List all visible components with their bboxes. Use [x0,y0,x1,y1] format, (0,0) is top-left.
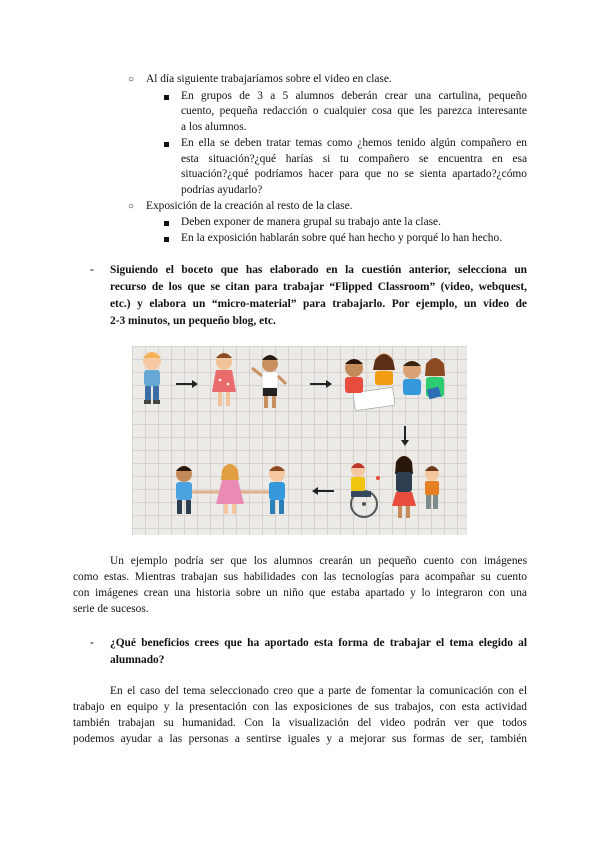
sub-item-line: podrías ayudarlo? [181,184,263,196]
arrow-left-icon [312,487,334,495]
square-bullet-icon [164,95,169,100]
paragraph-line: podemos ayudar a las personas a sentirse iguales y a mejorar sus formas de ser, también [73,733,527,745]
question-line: ¿Qué beneficios crees que ha aportado esta forma de trabajar el tema elegido al [110,637,527,649]
sub-item-line: situación?¿qué podríamos hacer para que no se sienta apartado?¿cómo [181,168,527,180]
square-bullet-icon [164,142,169,147]
arrow-right-icon [310,380,332,388]
paragraph-line: como estas. Mientras trabajan sus habilidades con las tecnologías para acompañar su cuento [73,571,527,583]
question-line: alumnado? [110,654,165,666]
paragraph-line: trabajo en equipo y la presentación con las exposiciones de sus trabajos, con esta actividad [73,701,527,713]
paragraph-line: Un ejemplo podría ser que los alumnos crearán un pequeño cuento con imágenes [110,555,527,567]
arrow-right-icon [176,380,198,388]
two-children-icon [212,353,286,408]
sub-item-line: a los alumnos. [181,121,247,133]
child-alone-icon [143,352,161,404]
circle-bullet-icon: ○ [128,74,135,85]
paragraph-line: serie de sucesos. [73,603,149,615]
arrow-down-icon [401,426,409,446]
illustration-figure [132,346,467,535]
list-item-2: Exposición de la creación al resto de la clase. [146,200,353,212]
sub-item-line: En ella se deben tratar temas como ¿hemos tenido algún compañero en [181,137,527,149]
sub-item-line: cuento, pequeña redacción o cualquier cosa que les parezca interesante [181,105,527,117]
paragraph-line: con imágenes crean una historia sobre un niño que estaba apartado y lo integraron con una [73,587,527,599]
sub-item-line: esta situación?¿qué harías si tu compañero se encuentra en esa [181,153,527,165]
square-bullet-icon [164,237,169,242]
paragraph-line: En el caso del tema seleccionado creo que a parte de fomentar la comunicación con el [110,685,527,697]
dash-bullet: - [90,637,94,649]
sub-item-line: En la exposición hablarán sobre qué han hecho y porqué lo han hecho. [181,232,503,244]
inclusive-group-icon [351,456,439,518]
circle-bullet-icon: ○ [128,201,135,212]
group-working-icon [345,353,445,411]
square-bullet-icon [164,221,169,226]
question-line: Siguiendo el boceto que has elaborado en la cuestión anterior, selecciona un [110,264,527,276]
question-line: etc.) y elabora un “micro-material” para trabajarlo. Por ejemplo, un video de [110,298,527,310]
children-holding-hands-icon [176,464,285,514]
paragraph-line: también trabajan su humanidad. Con la visualización del video podrán ver que todos [73,717,527,729]
question-line: 2-3 minutos, un pequeño blog, etc. [110,315,276,327]
dash-bullet: - [90,264,94,276]
list-item-1: Al día siguiente trabajaríamos sobre el video en clase. [146,73,392,85]
question-line: recurso de los que se citan para trabajar “Flipped Classroom” (video, webquest, [110,281,527,293]
sub-item-line: En grupos de 3 a 5 alumnos deberán crear una cartulina, pequeño [181,90,527,102]
sub-item-line: Deben exponer de manera grupal su trabajo ante la clase. [181,216,441,228]
